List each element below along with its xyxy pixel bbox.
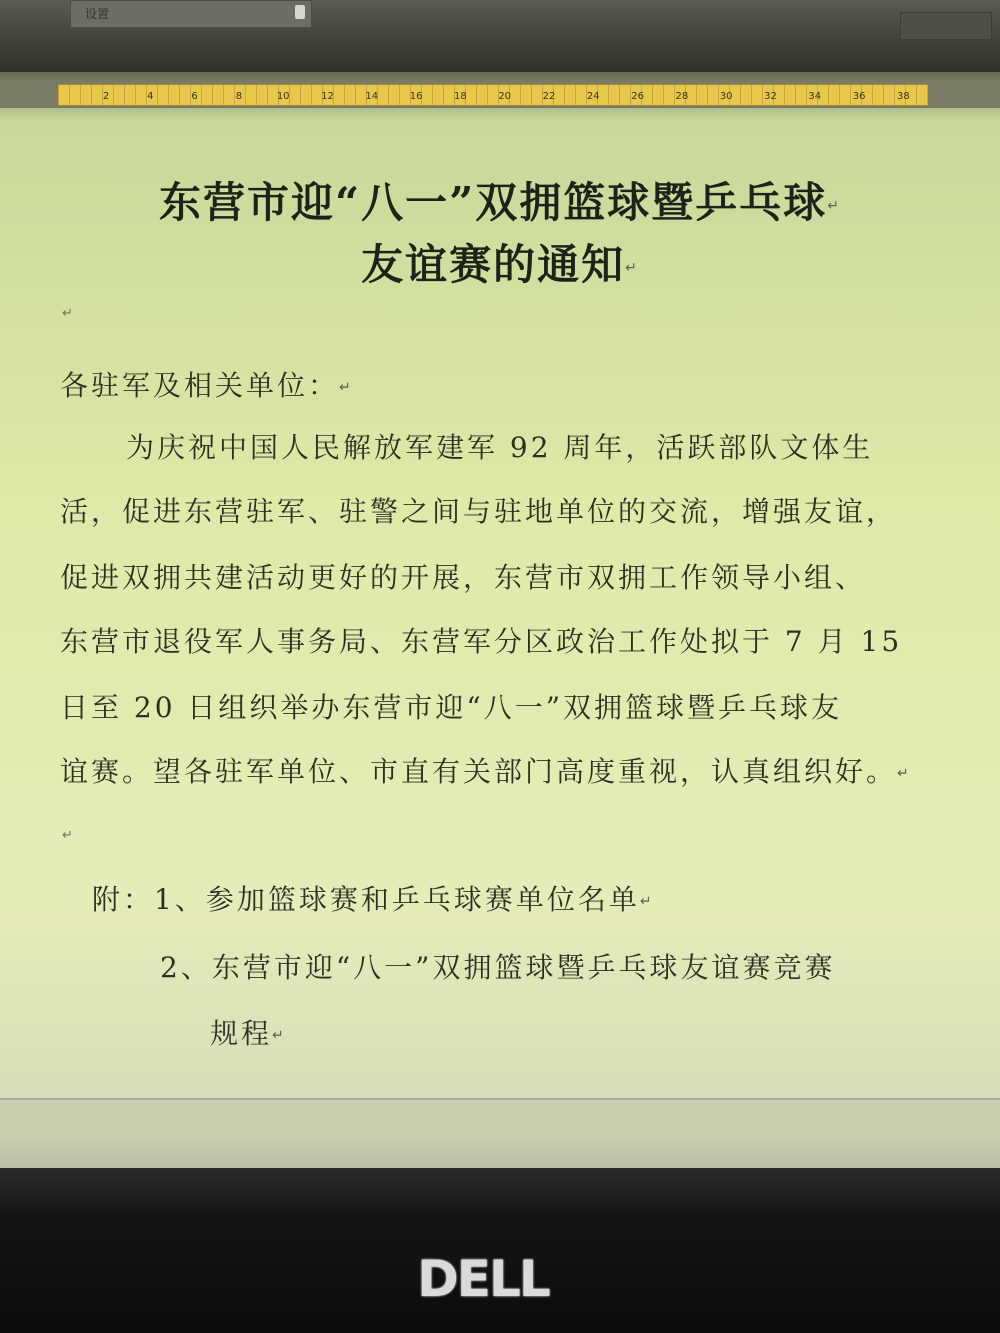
attachment-line-3 bbox=[210, 1012, 287, 1052]
ruler-tick-label: 22 bbox=[542, 91, 556, 102]
ruler-track[interactable] bbox=[58, 84, 928, 106]
toolbar-field-handle[interactable] bbox=[295, 5, 305, 19]
ruler-tick-label: 24 bbox=[586, 91, 600, 102]
ruler-tick-label: 36 bbox=[852, 91, 866, 102]
salutation bbox=[60, 364, 354, 404]
ruler-tick-label: 16 bbox=[409, 91, 423, 102]
toolbar bbox=[0, 0, 1000, 72]
ruler-tick-label: 26 bbox=[631, 91, 644, 102]
ruler-tick-label: 38 bbox=[897, 91, 910, 102]
ruler-tick-label: 12 bbox=[321, 91, 334, 102]
document-page[interactable] bbox=[0, 108, 1000, 1108]
paragraph-mark: ↵ bbox=[62, 828, 73, 843]
body-line: 促进双拥共建活动更好的开展，东营市双拥工作领导小组、 bbox=[60, 561, 867, 594]
attachment-line-1 bbox=[92, 878, 655, 918]
ruler-tick-label: 4 bbox=[147, 91, 154, 102]
paragraph-mark: ↵ bbox=[339, 379, 354, 396]
body-line-text: 谊赛。望各驻军单位、市直有关部门高度重视，认真组织好。 bbox=[60, 755, 898, 788]
ruler-tick-label: 10 bbox=[276, 91, 290, 102]
ruler-tick-label: 18 bbox=[454, 91, 467, 102]
toolbar-field[interactable] bbox=[70, 0, 312, 28]
attachment-text: 规程 bbox=[210, 1017, 273, 1050]
ruler-tick-label: 34 bbox=[808, 91, 822, 102]
ruler-tick-label: 28 bbox=[675, 91, 689, 102]
body-line: 东营市退役军人事务局、东营军分区政治工作处拟于 7 月 15 bbox=[60, 625, 903, 658]
ruler-tick-label: 2 bbox=[102, 91, 110, 102]
ruler-tick-label: 20 bbox=[498, 91, 512, 102]
body-line: 日至 20 日组织举办东营市迎“八一”双拥篮球暨乒乓球友 bbox=[60, 691, 843, 724]
attachment-text: 1、参加篮球赛和乒乓球赛单位名单 bbox=[154, 883, 640, 916]
document-title-line1 bbox=[0, 170, 1000, 230]
attachment-line-2: 2、东营市迎“八一”双拥篮球暨乒乓球友谊赛竞赛 bbox=[160, 951, 836, 984]
ruler-tick-label: 32 bbox=[764, 91, 777, 102]
ruler-tick-label: 14 bbox=[365, 91, 379, 102]
ruler-tick-label: 8 bbox=[235, 91, 243, 102]
paragraph-mark: ↵ bbox=[827, 198, 842, 214]
body-line: 活，促进东营驻军、驻警之间与驻地单位的交流，增强友谊， bbox=[60, 495, 898, 528]
body-line bbox=[60, 750, 912, 790]
ruler bbox=[0, 80, 1000, 108]
dell-logo: DELL bbox=[417, 1250, 549, 1308]
attachment-label: 附： bbox=[92, 883, 155, 916]
toolbar-right-panel[interactable] bbox=[900, 12, 992, 40]
ruler-tick-label: 6 bbox=[191, 91, 198, 102]
paragraph-mark: ↵ bbox=[62, 306, 73, 321]
ruler-tick-label: 30 bbox=[719, 91, 733, 102]
paragraph-mark: ↵ bbox=[639, 893, 655, 910]
toolbar-field-label: 设置 bbox=[85, 7, 110, 21]
document-title-line2 bbox=[0, 232, 1000, 292]
paragraph-mark: ↵ bbox=[897, 765, 912, 782]
paragraph-mark: ↵ bbox=[272, 1027, 287, 1044]
title-line2-text: 友谊赛的通知 bbox=[361, 240, 626, 289]
title-line1-text: 东营市迎“八一”双拥篮球暨乒乓球 bbox=[158, 178, 828, 227]
page-bottom-edge bbox=[0, 1098, 1000, 1140]
body-line: 为庆祝中国人民解放军建军 92 周年，活跃部队文体生 bbox=[126, 431, 874, 464]
paragraph-mark: ↵ bbox=[625, 260, 639, 276]
salutation-text: 各驻军及相关单位： bbox=[60, 369, 340, 402]
